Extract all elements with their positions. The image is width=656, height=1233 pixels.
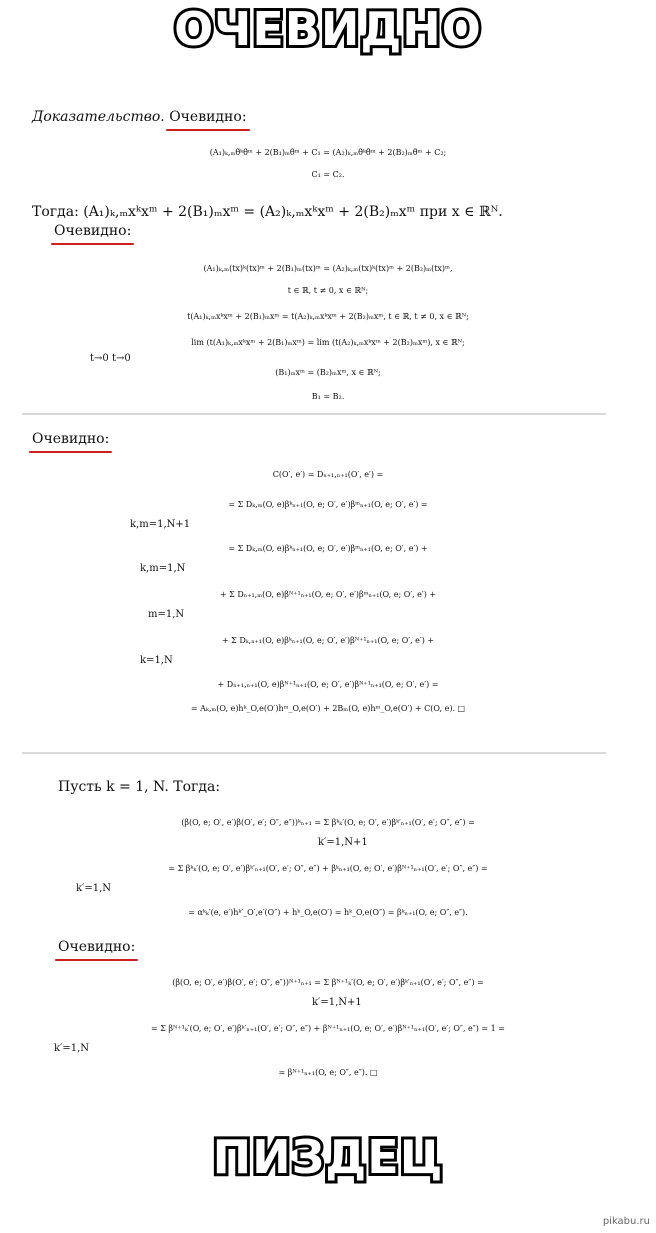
obvious-highlight: Очевидно:	[32, 431, 110, 447]
obvious-highlight: Очевидно:	[169, 109, 247, 125]
equation: = Σ Dₖ,ₘ(O, e)βᵏₙ₊₁(O, e; O′, e′)βᵐₙ₊₁(O, e; O′, e′) +	[228, 544, 428, 553]
equation: (A₁)ₖ,ₘ(tx)ᵏ(tx)ᵐ + 2(B₁)ₘ(tx)ᵐ = (A₂)ₖ,ₘ(tx)ᵏ(tx)ᵐ + 2(B₂)ₘ(tx)ᵐ,	[203, 264, 453, 273]
sum-subscript: k′=1,N	[76, 883, 111, 894]
sum-subscript: m=1,N	[148, 609, 185, 620]
bottom-meme-caption: ПИЗДЕЦ	[212, 1130, 444, 1184]
sum-subscript: k,m=1,N	[140, 563, 186, 574]
sum-subscript: k,m=1,N+1	[130, 519, 191, 530]
equation: C(O′, e′) = Dₙ₊₁,ₙ₊₁(O′, e′) =	[272, 470, 384, 479]
then-line: Тогда: (A₁)ₖ,ₘxᵏxᵐ + 2(B₁)ₘxᵐ = (A₂)ₖ,ₘxᵏxᵐ + 2(B₂)ₘxᵐ при x ∈ ℝᴺ.	[32, 204, 503, 220]
equation: = Σ βᴺ⁺¹ₖ′(O, e; O′, e′)βᵏ′ₙ₊₁(O′, e′; O″, e″) + βᴺ⁺¹ₙ₊₁(O, e; O′, e′)βᴺ⁺¹ₙ₊₁(O′, e′; O″, e″) = 1 =	[150, 1024, 505, 1033]
equation: = Σ Dₖ,ₘ(O, e)βᵏₙ₊₁(O, e; O′, e′)βᵐₙ₊₁(O, e; O′, e′) =	[228, 500, 428, 509]
equation: + Dₙ₊₁,ₙ₊₁(O, e)βᴺ⁺¹ₙ₊₁(O, e; O′, e′)βᴺ⁺¹ₙ₊₁(O, e; O′, e′) =	[217, 680, 439, 689]
proof-word: Доказательство.	[32, 109, 165, 125]
equation: (β(O, e; O′, e′)β(O′, e′; O″, e″))ᴺ⁺¹ₙ₊₁ = Σ βᴺ⁺¹ₖ′(O, e; O′, e′)βᵏ′ₙ₊₁(O′, e′; O″, e″) =	[172, 978, 484, 987]
sum-subscript: k′=1,N	[54, 1043, 89, 1054]
equation: t ∈ ℝ, t ≠ 0, x ∈ ℝᴺ;	[287, 286, 369, 295]
obvious-line	[32, 430, 109, 448]
obvious-highlight: Очевидно:	[58, 939, 136, 955]
separator	[22, 752, 606, 754]
equation: C₁ = C₂.	[311, 170, 345, 179]
sum-subscript: k′=1,N+1	[318, 837, 368, 848]
limit-subscript: t→0 t→0	[90, 353, 131, 364]
top-meme-caption: ОЧЕВИДНО	[174, 2, 482, 56]
sum-subscript: k=1,N	[140, 655, 173, 666]
proof-line	[32, 108, 247, 126]
equation: = Aₖ,ₘ(O, e)hᵏ_O,e(O′)hᵐ_O,e(O′) + 2Bₘ(O, e)hᵐ_O,e(O′) + C(O, e). □	[190, 704, 466, 713]
sum-subscript: k′=1,N+1	[312, 997, 362, 1008]
equation: (B₁)ₘxᵐ = (B₂)ₘxᵐ, x ∈ ℝᴺ;	[275, 368, 381, 377]
equation: = Σ βᵏₖ′(O, e; O′, e′)βᵏ′ₙ₊₁(O′, e′; O″, e″) + βᵏₙ₊₁(O, e; O′, e′)βᴺ⁺¹ₙ₊₁(O′, e′; O″, e″) =	[168, 864, 488, 873]
equation: (A₁)ₖ,ₘθ̃ᵏθ̃ᵐ + 2(B₁)ₘθ̃ᵐ + C₁ = (A₂)ₖ,ₘθ̃ᵏθ̃ᵐ + 2(B₂)ₘθ̃ᵐ + C₂;	[209, 148, 447, 157]
equation: + Σ Dₖ,ₙ₊₁(O, e)βᵏₙ₊₁(O, e; O′, e′)βᴺ⁺¹ₙ₊₁(O, e; O′, e′) +	[221, 636, 435, 645]
obvious-line	[58, 938, 135, 956]
obvious-line	[54, 222, 131, 240]
separator	[22, 413, 606, 415]
equation: (β(O, e; O′, e′)β(O′, e′; O″, e″))ᵏₙ₊₁ = Σ βᵏₖ′(O, e; O′, e′)βᵏ′ₙ₊₁(O′, e′; O″, e″) =	[181, 818, 475, 827]
equation: lim (t(A₁)ₖ,ₘxᵏxᵐ + 2(B₁)ₘxᵐ) = lim (t(A₂)ₖ,ₘxᵏxᵐ + 2(B₂)ₘxᵐ), x ∈ ℝᴺ;	[191, 338, 465, 347]
equation: t(A₁)ₖ,ₘxᵏxᵐ + 2(B₁)ₘxᵐ = t(A₂)ₖ,ₘxᵏxᵐ + 2(B₂)ₘxᵐ, t ∈ ℝ, t ≠ 0, x ∈ ℝᴺ;	[187, 312, 469, 321]
equation: + Σ Dₙ₊₁,ₘ(O, e)βᴺ⁺¹ₙ₊₁(O, e; O′, e′)βᵐₙ₊₁(O, e; O′, e′) +	[219, 590, 437, 599]
equation: = αᵏₖ′(e, e′)hᵏ′_O′,e′(O″) + hᵏ_O,e(O′) = hᵏ_O,e(O″) = βᵏₙ₊₁(O, e; O″, e″).	[188, 908, 468, 917]
equation: = βᴺ⁺¹ₙ₊₁(O, e; O″, e″). □	[278, 1068, 378, 1077]
equation: B₁ = B₂.	[311, 392, 345, 401]
watermark: pikabu.ru	[602, 1216, 650, 1227]
obvious-highlight: Очевидно:	[54, 223, 132, 239]
let-line: Пусть k = 1, N. Тогда:	[58, 779, 221, 795]
